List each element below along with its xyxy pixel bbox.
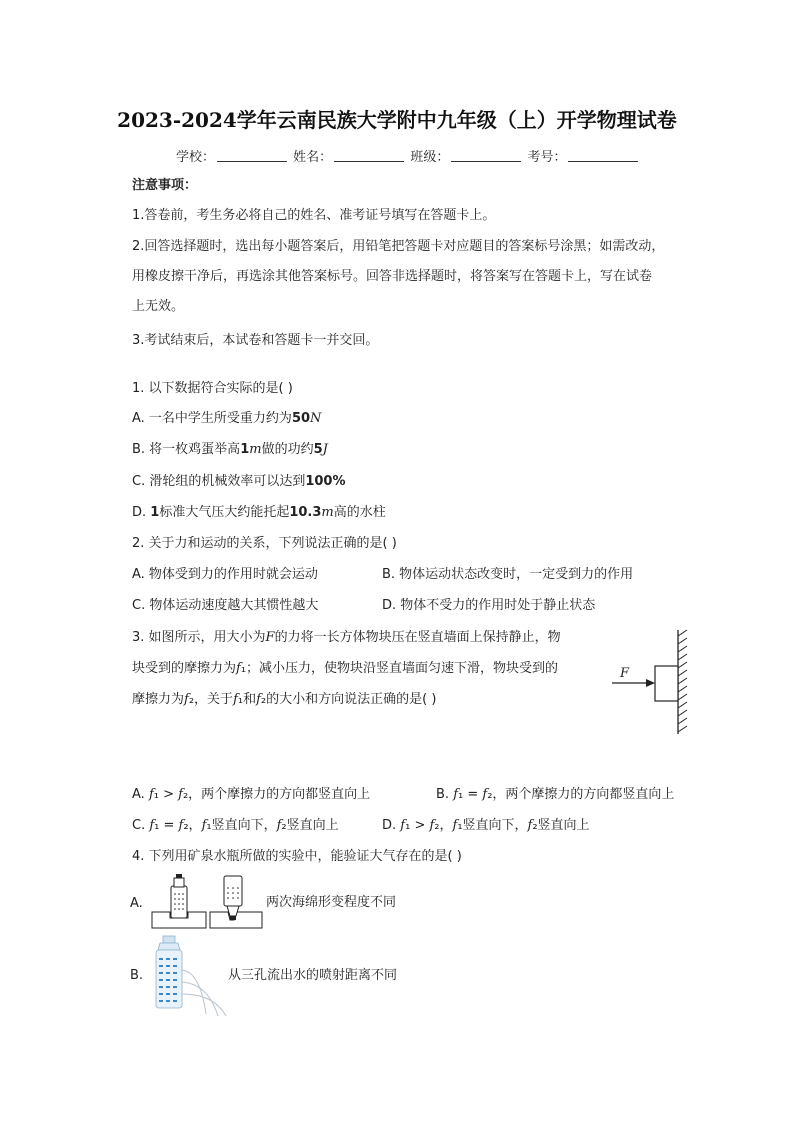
- q4-a-sponge-bottles-figure: [150, 872, 265, 930]
- friction-symbol: f: [201, 818, 207, 833]
- water-jets: [182, 970, 226, 1016]
- student-info-line: [176, 146, 640, 165]
- option-text: D.: [382, 818, 401, 833]
- friction-symbol: f: [527, 818, 533, 833]
- q3-stem-line: [132, 691, 436, 709]
- subscript: ₂: [260, 692, 267, 707]
- inverted-bottle-icon: [224, 876, 242, 906]
- option-text: A.: [132, 787, 149, 802]
- notice-item: 3.考试结束后，本试卷和答题卡一并交回。: [132, 333, 379, 348]
- stem-text: 3. 如图所示，用大小为: [132, 630, 266, 645]
- notice-item: 用橡皮擦干净后，再选涂其他答案标号。回答非选择题时，将答案写在答题卡上，写在试卷: [132, 269, 653, 284]
- friction-symbol: f: [233, 692, 238, 707]
- q3-option-c[interactable]: [132, 817, 339, 835]
- q3-option-b[interactable]: [436, 786, 674, 804]
- subscript: ₁: [240, 661, 247, 676]
- option-unit: m: [321, 505, 334, 520]
- option-number: 1: [150, 505, 160, 520]
- force-symbol: F: [265, 630, 275, 645]
- option-unit: m: [249, 442, 262, 457]
- option-text: ₁ >: [405, 818, 430, 833]
- friction-symbol: f: [236, 661, 241, 676]
- q2-option-c[interactable]: C. 物体运动速度越大其惯性越大: [132, 598, 319, 613]
- option-text: ₁竖直向下，: [457, 818, 528, 833]
- option-text: ₂，: [183, 818, 202, 833]
- q3-option-a[interactable]: [132, 786, 370, 804]
- q2-option-d[interactable]: D. 物体不受力的作用时处于静止状态: [382, 598, 596, 613]
- option-text: ₂，两个摩擦力的方向都竖直向上: [182, 787, 371, 802]
- option-text: C. 滑轮组的机械效率可以达到: [132, 474, 306, 489]
- q1-option-a[interactable]: [132, 410, 321, 428]
- block-rect: [655, 666, 678, 701]
- stem-text: ，关于: [194, 692, 234, 707]
- friction-symbol: f: [256, 692, 261, 707]
- friction-symbol: f: [149, 818, 155, 833]
- friction-symbol: f: [148, 787, 154, 802]
- wall-hatching: [678, 630, 687, 732]
- name-field[interactable]: [334, 149, 404, 162]
- q3-option-d[interactable]: [382, 817, 590, 835]
- stem-text: 块受到的摩擦力为: [132, 661, 237, 676]
- exam-number-label: 考号：: [527, 150, 567, 165]
- q3-stem-line: [132, 629, 561, 647]
- notice-heading: 注意事项：: [132, 178, 198, 193]
- bottle-icon: [171, 886, 187, 918]
- q4-b-bottle-jets-figure: [150, 936, 230, 1016]
- option-number: 50: [291, 411, 311, 426]
- school-field[interactable]: [217, 149, 287, 162]
- subscript: ₁: [237, 692, 244, 707]
- option-number: 1: [240, 442, 250, 457]
- option-text: B. 将一枚鸡蛋举高: [132, 442, 241, 457]
- option-text: ₂竖直向上: [281, 818, 339, 833]
- option-text: ₁ =: [458, 787, 483, 802]
- option-text: A. 一名中学生所受重力约为: [132, 411, 292, 426]
- q3-stem-line: [132, 660, 558, 678]
- q4-option-a-label[interactable]: A.: [130, 896, 143, 911]
- option-unit: J: [322, 442, 328, 457]
- q2-option-a[interactable]: A. 物体受到力的作用时就会运动: [132, 567, 318, 582]
- option-text: B.: [436, 787, 454, 802]
- q1-option-b[interactable]: [132, 441, 328, 459]
- option-unit: N: [310, 411, 322, 426]
- option-number: 100%: [305, 474, 346, 489]
- stem-text: 和: [243, 692, 257, 707]
- option-number: 10.3: [289, 505, 322, 520]
- q4-option-a-text: 两次海绵形变程度不同: [266, 895, 397, 910]
- option-text: C.: [132, 818, 150, 833]
- option-text: 高的水柱: [333, 505, 386, 520]
- friction-symbol: f: [453, 787, 458, 802]
- class-label: 班级：: [410, 150, 450, 165]
- option-text: D.: [132, 505, 151, 520]
- option-text: 标准大气压大约能托起: [159, 505, 290, 520]
- force-label: F: [620, 666, 630, 681]
- option-text: ₁ =: [154, 818, 179, 833]
- q4-option-b-label[interactable]: B.: [130, 968, 144, 983]
- friction-symbol: f: [184, 692, 189, 707]
- notice-item: 1.答卷前，考生务必将自己的姓名、准考证号填写在答题卡上。: [132, 208, 496, 223]
- q2-option-b[interactable]: B. 物体运动状态改变时，一定受到力的作用: [382, 567, 634, 582]
- option-text: ₂，: [434, 818, 453, 833]
- notice-item: 2.回答选择题时，选出每小题答案后，用铅笔把答题卡对应题目的答案标号涂黑；如需改动，: [132, 239, 665, 254]
- page-title: 2023-2024学年云南民族大学附中九年级（上）开学物理试卷: [117, 108, 677, 132]
- subscript: ₂: [188, 692, 195, 707]
- option-number: 5: [313, 442, 323, 457]
- q1-stem: 1. 以下数据符合实际的是( ): [132, 381, 293, 396]
- q1-option-c[interactable]: [132, 473, 346, 491]
- friction-symbol: f: [452, 818, 458, 833]
- friction-symbol: f: [429, 818, 435, 833]
- friction-symbol: f: [482, 787, 488, 802]
- school-label: 学校：: [176, 150, 216, 165]
- option-text: ₂，两个摩擦力的方向都竖直向上: [487, 787, 675, 802]
- name-label: 姓名：: [293, 150, 333, 165]
- stem-text: 的力将一长方体物块压在竖直墙面上保持静止，物: [274, 630, 561, 645]
- option-text: ₂竖直向上: [532, 818, 590, 833]
- class-field[interactable]: [451, 149, 521, 162]
- stem-text: ；减小压力，使物块沿竖直墙面匀速下滑，物块受到的: [246, 661, 559, 676]
- q3-force-diagram: [608, 630, 698, 738]
- q1-option-d[interactable]: [132, 504, 386, 522]
- friction-symbol: f: [400, 818, 406, 833]
- option-text: 做的功约: [261, 442, 314, 457]
- q4-option-b-text: 从三孔流出水的喷射距离不同: [228, 968, 398, 983]
- exam-number-field[interactable]: [568, 149, 638, 162]
- friction-symbol: f: [178, 787, 183, 802]
- q2-stem: 2. 关于力和运动的关系，下列说法正确的是( ): [132, 536, 397, 551]
- stem-text: 的大小和方向说法正确的是( ): [266, 692, 437, 707]
- friction-symbol: f: [276, 818, 282, 833]
- q4-stem: 4. 下列用矿泉水瓶所做的实验中，能验证大气存在的是( ): [132, 849, 462, 864]
- friction-symbol: f: [178, 818, 184, 833]
- option-text: ₁ >: [153, 787, 179, 802]
- notice-item: 上无效。: [132, 299, 185, 314]
- option-text: ₁竖直向下，: [206, 818, 277, 833]
- force-arrow-head: [646, 679, 655, 687]
- stem-text: 摩擦力为: [132, 692, 185, 707]
